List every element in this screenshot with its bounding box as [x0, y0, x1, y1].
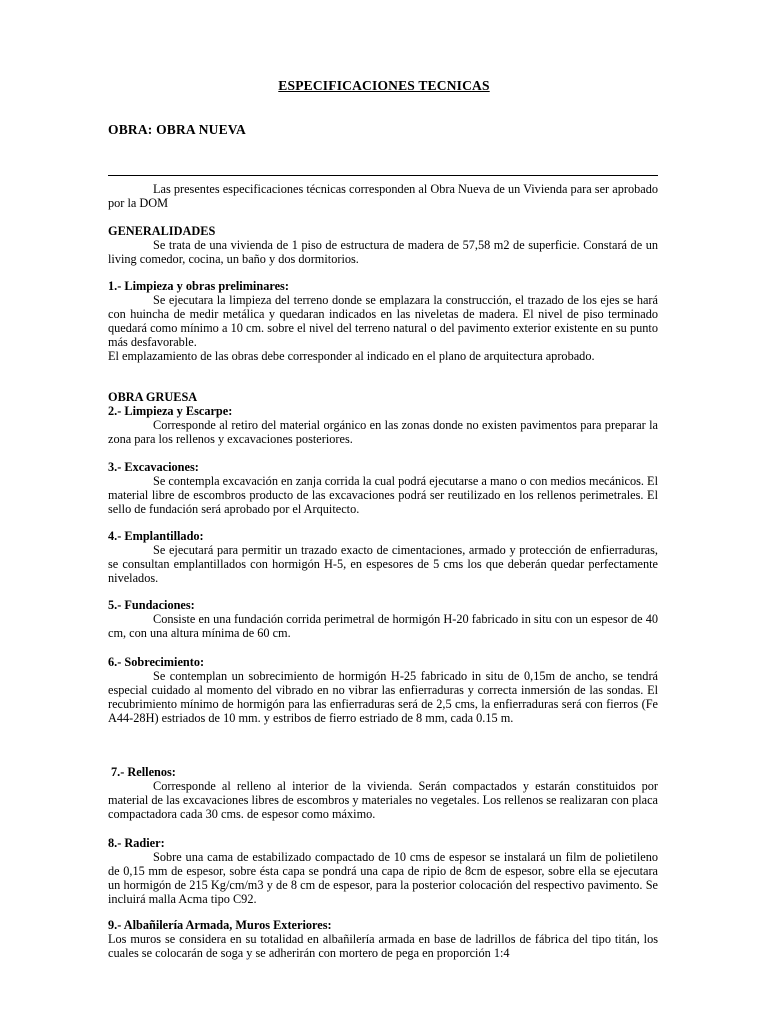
section-paragraph: Se ejecutara la limpieza del terreno donde se emplazara la construcción, el trazado de los ejes se hará con huincha de medir metálica y quedaran indicados en las niveletas de madera. El nivel de piso terminado quedará como mínimo a 10 cm. sobre el nivel del terreno natural o del pavimento exterior existente en su punto más desfavorable.	[108, 293, 658, 349]
section-heading: 8.- Radier:	[108, 836, 165, 850]
section-heading: GENERALIDADES	[108, 224, 216, 238]
section-paragraph: Corresponde al retiro del material orgánico en las zonas donde no existen pavimentos para preparar la zona para los rellenos y excavaciones posteriores.	[108, 418, 658, 446]
section-heading: 5.- Fundaciones:	[108, 598, 195, 612]
section-paragraph: Corresponde al relleno al interior de la vivienda. Serán compactados y estarán constituidos por material de las excavaciones libres de escombros y materiales no vegetales. Los rellenos se realizaran con placa compactadora cada 30 cms. de espesor como máximo.	[108, 779, 658, 821]
section-1	[108, 279, 658, 363]
section-7	[108, 765, 658, 821]
horizontal-rule	[108, 175, 658, 176]
section-paragraph: Se trata de una vivienda de 1 piso de estructura de madera de 57,58 m2 de superficie. Constará de un living comedor, cocina, un baño y dos dormitorios.	[108, 238, 658, 266]
obra-line: OBRA: OBRA NUEVA	[108, 122, 246, 137]
section-paragraph: Se contempla excavación en zanja corrida la cual podrá ejecutarse a mano o con medios mecánicos. El material libre de escombros producto de las excavaciones podrá ser reutilizado en los rellenos perimetrales. El sello de fundación será aprobado por el Arquitecto.	[108, 474, 658, 516]
section-heading: 1.- Limpieza y obras preliminares:	[108, 279, 289, 293]
section-heading: 4.- Emplantillado:	[108, 529, 204, 543]
section-heading: 7.- Rellenos:	[111, 765, 176, 779]
section-heading: 6.- Sobrecimiento:	[108, 655, 205, 669]
document-title: ESPECIFICACIONES TECNICAS	[278, 78, 490, 93]
section-paragraph-2: El emplazamiento de las obras debe corresponder al indicado en el plano de arquitectura aprobado.	[108, 349, 595, 363]
section-generalidades	[108, 224, 658, 266]
section-5	[108, 598, 658, 640]
section-8	[108, 836, 658, 906]
section-paragraph: Se ejecutará para permitir un trazado exacto de cimentaciones, armado y protección de enfierraduras, se consultan emplantillados con hormigón H-5, en espesores de 5 cms los que deberán quedar perfectamente nivelados.	[108, 543, 658, 585]
section-paragraph: Sobre una cama de estabilizado compactado de 10 cms de espesor se instalará un film de polietileno de 0,15 mm de espesor, sobre ésta capa se pondrá una capa de ripio de 8cm de espesor, sobre ella se ejecutara un hormigón de 215 Kg/cm/m3 y de 8 cm de espesor, para la posterior colocación del respectivo pavimento. Se incluirá malla Acma tipo C92.	[108, 850, 658, 906]
section-4	[108, 529, 658, 585]
intro-paragraph: Las presentes especificaciones técnicas corresponden al Obra Nueva de un Vivienda para ser aprobado por la DOM	[108, 182, 658, 210]
intro-block	[108, 182, 658, 210]
section-heading: 3.- Excavaciones:	[108, 460, 199, 474]
obra-gruesa-block	[108, 390, 658, 446]
section-3	[108, 460, 658, 516]
section-heading: 2.- Limpieza y Escarpe:	[108, 404, 233, 418]
section-heading: 9.- Albañilería Armada, Muros Exteriores:	[108, 918, 332, 932]
section-6	[108, 655, 658, 725]
section-paragraph: Consiste en una fundación corrida perimetral de hormigón H-20 fabricado in situ con un espesor de 40 cm, con una altura mínima de 60 cm.	[108, 612, 658, 640]
obra-gruesa-heading: OBRA GRUESA	[108, 390, 198, 404]
section-9	[108, 918, 658, 960]
section-paragraph: Los muros se considera en su totalidad en albañilería armada en base de ladrillos de fábrica del tipo titán, los cuales se colocarán de soga y se adherirán con mortero de pega en proporción 1:4	[108, 932, 658, 960]
section-paragraph: Se contemplan un sobrecimiento de hormigón H-25 fabricado in situ de 0,15m de ancho, se tendrá especial cuidado al momento del vibrado en no vibrar las enfierraduras y correcta inmersión de las sondas. El recubrimiento mínimo de hormigón para las enfierraduras será de 2,5 cms, la enfierraduras será con fierros (Fe A44-28H) estriados de 10 mm. y estribos de fierro estriado de 8 mm, cada 0.15 m.	[108, 669, 658, 725]
